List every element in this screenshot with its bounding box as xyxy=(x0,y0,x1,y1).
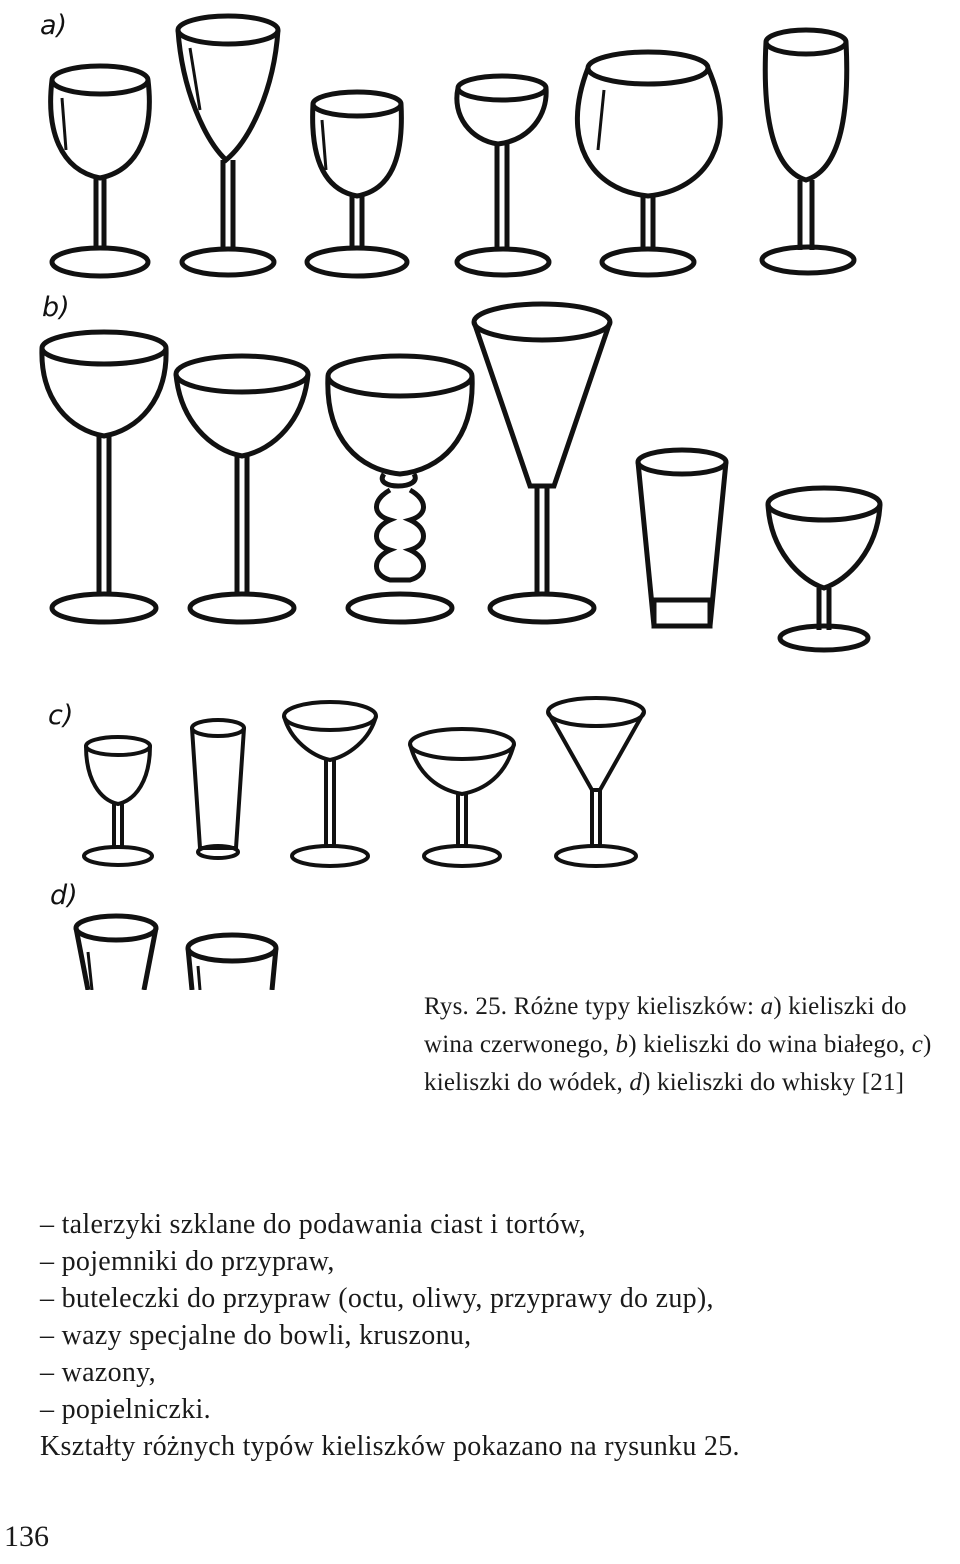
list-item: – pojemniki do przypraw, xyxy=(40,1246,335,1277)
caption-text-c: ) kieliszki do wódek, xyxy=(424,1031,932,1096)
list-item: – talerzyki szklane do podawania ciast i tortów, xyxy=(40,1209,586,1240)
whisky-glass-2 xyxy=(188,935,276,990)
red-wine-glass-1 xyxy=(51,66,150,276)
list-item: – popielniczki. xyxy=(40,1394,211,1425)
page-number: 136 xyxy=(4,1520,49,1553)
caption-letter-c: c xyxy=(911,1031,924,1058)
white-wine-glass-4 xyxy=(474,304,610,622)
caption-letter-b: b xyxy=(615,1031,629,1058)
vodka-glass-2 xyxy=(192,720,244,858)
caption-text-b: ) kieliszki do wina białego, xyxy=(628,1031,912,1058)
list-item: – buteleczki do przypraw (octu, oliwy, przyprawy do zup), xyxy=(40,1283,714,1314)
caption-text-d: ) kieliszki do whisky [21] xyxy=(642,1069,905,1096)
caption-text-a: ) kieliszki do wina czerwonego, xyxy=(424,993,907,1058)
red-wine-glass-5 xyxy=(577,52,720,275)
white-wine-glass-3 xyxy=(328,356,472,622)
white-wine-glass-6 xyxy=(768,488,880,650)
vodka-glass-5 xyxy=(548,698,644,866)
figure-label-b: b) xyxy=(42,292,70,323)
red-wine-glass-3 xyxy=(307,92,407,276)
list-item: – wazy specjalne do bowli, kruszonu, xyxy=(40,1320,472,1351)
vodka-glass-4 xyxy=(410,729,514,866)
caption-letter-d: d xyxy=(629,1069,643,1096)
red-wine-glass-2 xyxy=(178,16,278,275)
figure-label-a: a) xyxy=(40,10,68,41)
caption-prefix: Rys. 25. Różne typy kieliszków: xyxy=(424,993,761,1020)
closing-sentence: Kształty różnych typów kieliszków pokazano na rysunku 25. xyxy=(40,1431,740,1462)
white-wine-glass-5 xyxy=(638,450,726,626)
white-wine-glass-1 xyxy=(42,332,166,622)
red-wine-glass-4 xyxy=(457,76,549,275)
vodka-glass-3 xyxy=(284,702,376,866)
figure-label-d: d) xyxy=(50,880,78,911)
red-wine-glass-6 xyxy=(762,30,854,273)
list-item: – wazony, xyxy=(40,1357,156,1388)
figure-label-c: c) xyxy=(48,700,74,731)
figure-caption xyxy=(424,988,944,1102)
vodka-glass-1 xyxy=(84,737,152,865)
item-list xyxy=(40,1206,940,1428)
whisky-glass-1 xyxy=(76,916,156,990)
caption-letter-a: a xyxy=(760,993,774,1020)
white-wine-glass-2 xyxy=(176,356,308,622)
